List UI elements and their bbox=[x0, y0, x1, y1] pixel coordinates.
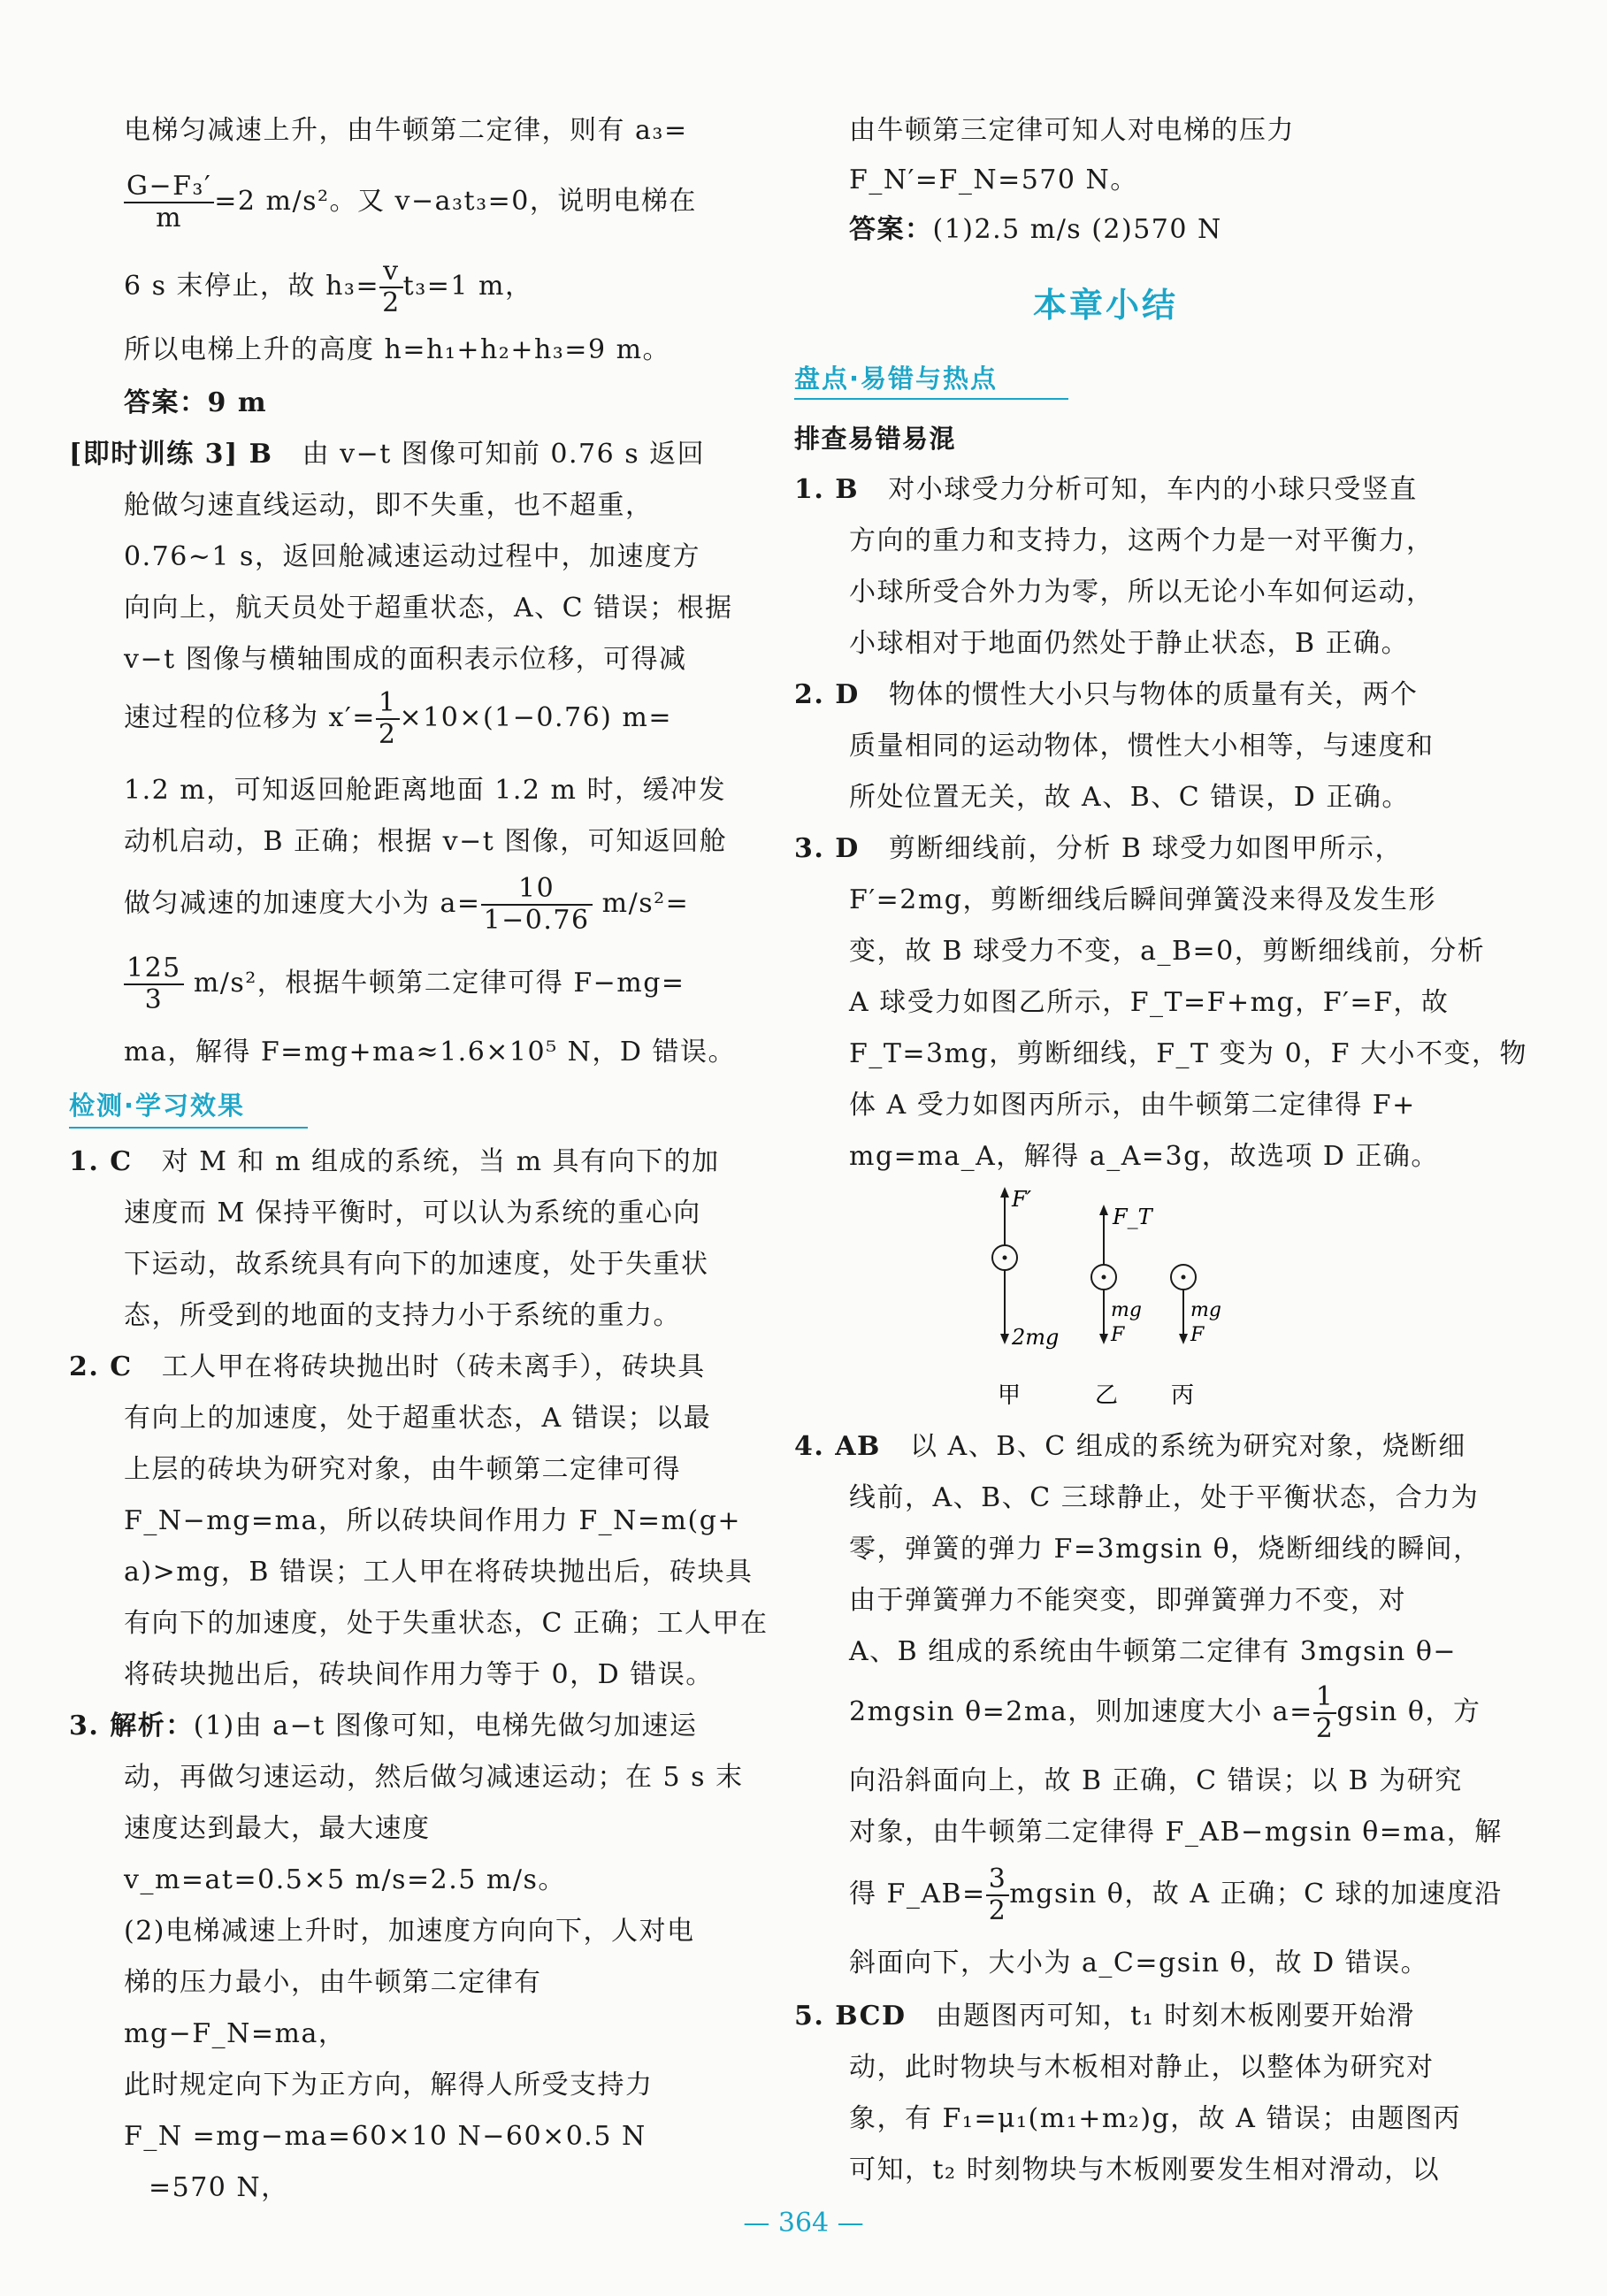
text-line: 电梯匀减速上升，由牛顿第二定律，则有 a₃= bbox=[124, 115, 688, 146]
text-line: 动，再做匀速运动，然后做匀减速运动；在 5 s 末 bbox=[124, 1762, 744, 1793]
text-line: 2. C 工人甲在将砖块抛出时（砖未离手），砖块具 bbox=[69, 1351, 706, 1382]
subheading: 排查易错易混 bbox=[794, 424, 957, 454]
text-line: 5. BCD 由题图丙可知，t₁ 时刻木板刚要开始滑 bbox=[794, 2001, 1415, 2032]
chapter-title: 本章小结 bbox=[1033, 286, 1179, 325]
text-line: 1. C 对 M 和 m 组成的系统，当 m 具有向下的加 bbox=[69, 1146, 720, 1177]
text-line: A、B 组成的系统由牛顿第二定律有 3mgsin θ− bbox=[849, 1636, 1458, 1667]
text-line: 有向上的加速度，处于超重状态，A 错误；以最 bbox=[124, 1403, 712, 1434]
label-ft: F_T bbox=[1113, 1205, 1152, 1229]
text-line: 速度达到最大，最大速度 bbox=[124, 1813, 431, 1844]
text-line: 小球相对于地面仍然处于静止状态，B 正确。 bbox=[849, 628, 1410, 659]
caption-jia: 甲 bbox=[998, 1382, 1022, 1409]
text-line: 1.2 m，可知返回舱距离地面 1.2 m 时，缓冲发 bbox=[124, 775, 726, 806]
caption-bing: 丙 bbox=[1171, 1382, 1195, 1409]
text-line: F_N′=F_N=570 N。 bbox=[849, 165, 1138, 195]
text-line: 6 s 末停止，故 h₃= $\frac{v}{2}$ t₃=1 m， bbox=[124, 256, 533, 318]
text-line: 得 F_AB= $\frac{3}{2}$ mgsin θ，故 A 正确；C 球的加速度沿 bbox=[849, 1864, 1503, 1926]
text-line: 3. D 剪断细线前，分析 B 球受力如图甲所示， bbox=[794, 833, 1404, 864]
text-line: $\frac{125}{3}$ m/s²，根据牛顿第二定律可得 F−mg= bbox=[69, 953, 685, 1015]
text-line: 象，有 F₁=μ₁(m₁+m₂)g，故 A 错误；由题图丙 bbox=[849, 2103, 1461, 2134]
text-line: [即时训练 3] B 由 v−t 图像可知前 0.76 s 返回 bbox=[69, 439, 706, 470]
text-line: 零，弹簧的弹力 F=3mgsin θ，烧断细线的瞬间， bbox=[849, 1534, 1481, 1565]
arrow-up-icon bbox=[1099, 1205, 1108, 1215]
text-line: 向沿斜面向上，故 B 正确，C 错误；以 B 为研究 bbox=[849, 1765, 1463, 1796]
text-line: mg−F_N=ma， bbox=[124, 2018, 347, 2049]
text-line: a)>mg，B 错误；工人甲在将砖块抛出后，砖块具 bbox=[124, 1557, 754, 1588]
text-line: 方向的重力和支持力，这两个力是一对平衡力， bbox=[849, 525, 1435, 556]
fraction: $\frac{3}{2}$ bbox=[986, 1864, 1010, 1926]
caption-yi: 乙 bbox=[1095, 1382, 1119, 1409]
text-line: 向向上，航天员处于超重状态，A、C 错误；根据 bbox=[124, 593, 733, 624]
arrow-down-icon bbox=[1099, 1334, 1108, 1344]
text-line: ma，解得 F=mg+ma≈1.6×10⁵ N，D 错误。 bbox=[124, 1037, 737, 1068]
answer-line: 答案：9 m bbox=[124, 387, 268, 418]
text-line: v_m=at=0.5×5 m/s=2.5 m/s。 bbox=[124, 1864, 566, 1895]
text-line: 做匀减速的加速度大小为 a= $\frac{10}{1-0.76}$ m/s²= bbox=[124, 873, 690, 936]
text-line: (2)电梯减速上升时，加速度方向向下，人对电 bbox=[124, 1916, 695, 1947]
text-line: 动机启动，B 正确；根据 v−t 图像，可知返回舱 bbox=[124, 826, 728, 857]
text-line: A 球受力如图乙所示，F_T=F+mg，F′=F，故 bbox=[849, 987, 1450, 1018]
text-line: F′=2mg，剪断细线后瞬间弹簧没来得及发生形 bbox=[849, 884, 1437, 915]
text-line: 斜面向下，大小为 a_C=gsin θ，故 D 错误。 bbox=[849, 1948, 1429, 1978]
text-line: 有向下的加速度，处于失重状态，C 正确；工人甲在 bbox=[124, 1608, 769, 1639]
text-line: 2. D 物体的惯性大小只与物体的质量有关，两个 bbox=[794, 679, 1419, 710]
force-diagram bbox=[971, 1185, 1236, 1415]
section-underline bbox=[794, 398, 1068, 400]
text-line: 2mgsin θ=2ma，则加速度大小 a= $\frac{1}{2}$ gsin θ，方 bbox=[849, 1681, 1481, 1744]
text-line: 速度而 M 保持平衡时，可以认为系统的重心向 bbox=[124, 1198, 701, 1228]
text-line: $\frac{\text{G−F₃′}}{m}$ =2 m/s²。又 v−a₃t₃=0，说明电梯在 bbox=[69, 172, 697, 233]
answer-line: 答案：(1)2.5 m/s (2)570 N bbox=[849, 214, 1222, 245]
text-line: 所处位置无关，故 A、B、C 错误，D 正确。 bbox=[849, 782, 1410, 813]
text-line: 体 A 受力如图丙所示，由牛顿第二定律得 F+ bbox=[849, 1090, 1416, 1121]
text-line: 上层的砖块为研究对象，由牛顿第二定律可得 bbox=[124, 1454, 681, 1485]
section-title: 检测·学习效果 bbox=[69, 1091, 246, 1121]
fraction: $\frac{10}{1-0.76}$ bbox=[481, 874, 593, 936]
text-line: 由于弹簧弹力不能突变，即弹簧弹力不变，对 bbox=[849, 1585, 1406, 1616]
fraction: $\frac{1}{2}$ bbox=[1313, 1682, 1337, 1744]
label-f: F bbox=[1111, 1324, 1125, 1346]
text-line: 小球所受合外力为零，所以无论小车如何运动， bbox=[849, 577, 1435, 608]
text-line: 对象，由牛顿第二定律得 F_AB−mgsin θ=ma，解 bbox=[849, 1817, 1503, 1848]
text-line: 4. AB 以 A、B、C 组成的系统为研究对象，烧断细 bbox=[794, 1431, 1466, 1462]
text-line: F_N =mg−ma=60×10 N−60×0.5 N bbox=[124, 2121, 647, 2152]
text-line: 此时规定向下为正方向，解得人所受支持力 bbox=[124, 2070, 654, 2101]
text-line: 质量相同的运动物体，惯性大小相等，与速度和 bbox=[849, 731, 1435, 762]
fraction: $\frac{1}{2}$ bbox=[376, 688, 400, 750]
text-line: 态，所受到的地面的支持力小于系统的重力。 bbox=[124, 1300, 681, 1331]
ball-yi bbox=[1091, 1205, 1154, 1409]
section-underline bbox=[69, 1127, 308, 1129]
section-title: 盘点·易错与热点 bbox=[794, 364, 999, 394]
label-f-prime: F′ bbox=[1012, 1187, 1032, 1212]
text-line: F_T=3mg，剪断细线，F_T 变为 0，F 大小不变，物 bbox=[849, 1038, 1528, 1069]
text-line: v−t 图像与横轴围成的面积表示位移，可得减 bbox=[124, 644, 687, 675]
text-line: 下运动，故系统具有向下的加速度，处于失重状 bbox=[124, 1249, 709, 1280]
text-line: 0.76~1 s，返回舱减速运动过程中，加速度方 bbox=[124, 541, 700, 572]
text-line: 由牛顿第三定律可知人对电梯的压力 bbox=[849, 115, 1295, 146]
page-number: — 364 — bbox=[743, 2208, 864, 2239]
fraction: $\frac{125}{3}$ bbox=[124, 953, 184, 1015]
text-line: 所以电梯上升的高度 h=h₁+h₂+h₃=9 m。 bbox=[124, 334, 671, 365]
text-line: 速过程的位移为 x′= $\frac{1}{2}$ ×10×(1−0.76) m= bbox=[124, 687, 672, 750]
arrow-down-icon bbox=[1179, 1334, 1188, 1344]
label-mg: mg bbox=[1111, 1299, 1142, 1321]
text-line: 梯的压力最小，由牛顿第二定律有 bbox=[124, 1967, 542, 1998]
text-line: F_N−mg=ma，所以砖块间作用力 F_N=m(g+ bbox=[124, 1505, 742, 1536]
text-line: 可知，t₂ 时刻物块与木板刚要发生相对滑动，以 bbox=[849, 2154, 1441, 2185]
ball-bing bbox=[1171, 1265, 1221, 1409]
text-line: 将砖块抛出后，砖块间作用力等于 0，D 错误。 bbox=[124, 1659, 714, 1690]
text-line: 变，故 B 球受力不变，a_B=0，剪断细线前，分析 bbox=[849, 936, 1486, 967]
arrow-up-icon bbox=[1000, 1187, 1009, 1198]
text-line: 舱做匀速直线运动，即不失重，也不超重， bbox=[124, 490, 654, 521]
text-line: mg=ma_A，解得 a_A=3g，故选项 D 正确。 bbox=[849, 1141, 1439, 1172]
text-line: =570 N， bbox=[149, 2172, 289, 2203]
label-2mg: 2mg bbox=[1012, 1325, 1060, 1350]
text-line: 1. B 对小球受力分析可知，车内的小球只受竖直 bbox=[794, 474, 1418, 505]
text-line: 线前，A、B、C 三球静止，处于平衡状态，合力为 bbox=[849, 1482, 1480, 1513]
fraction: $\frac{\text{G−F₃′}}{m}$ bbox=[124, 172, 214, 233]
text-line: 动，此时物块与木板相对静止，以整体为研究对 bbox=[849, 2052, 1435, 2083]
label-f: F bbox=[1190, 1324, 1205, 1346]
label-mg: mg bbox=[1190, 1299, 1221, 1321]
text-line: 3. 解析：(1)由 a−t 图像可知，电梯先做匀加速运 bbox=[69, 1711, 698, 1741]
arrow-down-icon bbox=[1000, 1334, 1009, 1344]
ball-jia bbox=[992, 1187, 1059, 1409]
fraction: $\frac{v}{2}$ bbox=[379, 256, 403, 318]
